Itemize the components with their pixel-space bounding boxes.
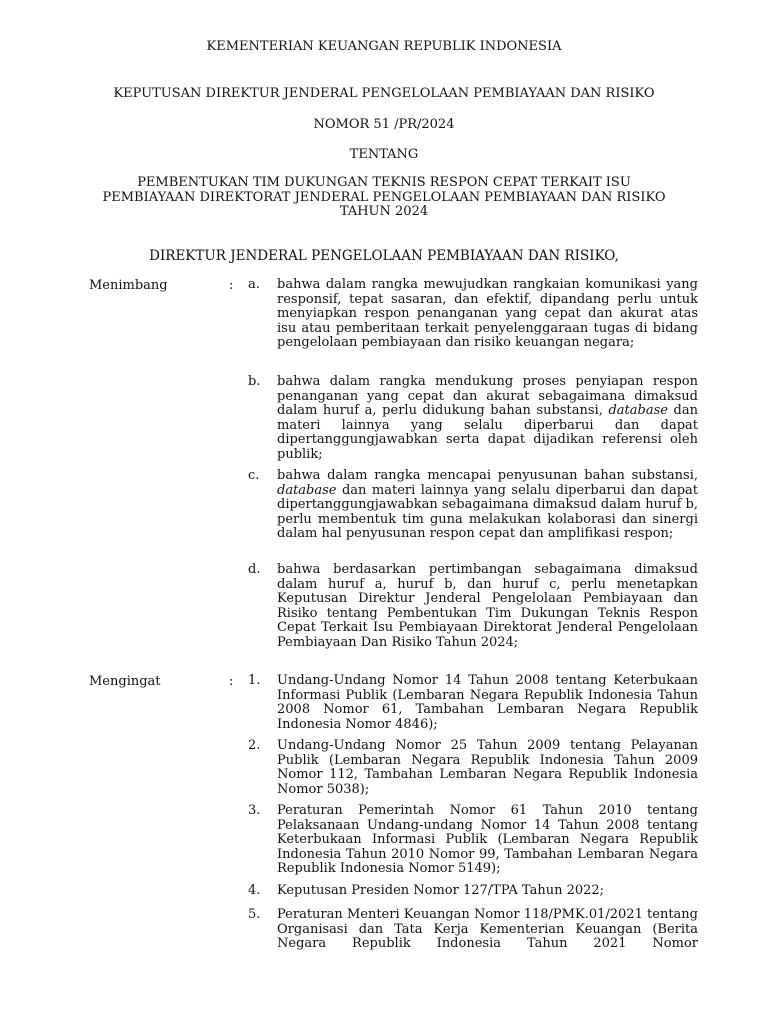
- subject-line-1: PEMBENTUKAN TIM DUKUNGAN TEKNIS RESPON CEPAT TERKAIT ISU: [137, 175, 631, 190]
- menimbang-label: Menimbang: [89, 278, 168, 293]
- mengingat-label: Mengingat: [89, 674, 161, 689]
- item-text: bahwa berdasarkan pertimbangan sebagaimana dimaksud dalam huruf a, huruf b, dan huruf c, perlu menetapkan Keputusan Direktur Jenderal Pengelolaan Pembiayaan dan Risiko tentang Pembentukan Tim Dukungan Teknis Respon Cepat Terkait Isu Pembiayaan Direktorat Jenderal Pengelolaan Pembiayaan Dan Risiko Tahun 2024;: [277, 562, 698, 650]
- italic-term: database: [608, 403, 668, 419]
- item-text-part: bahwa dalam rangka mencapai penyusunan bahan substansi,: [277, 468, 698, 483]
- item-text-part: dan materi lainnya yang selalu diperbarui dan dapat dipertanggungjawabkan sebagaimana dimaksud dalam huruf b, perlu membentuk tim guna melakukan kolaborasi dan sinergi dalam hal penyusunan respon cepat dan amplifikasi respon;: [277, 482, 698, 542]
- mengingat-item-5: [248, 908, 698, 952]
- decree-title: KEPUTUSAN DIREKTUR JENDERAL PENGELOLAAN PEMBIAYAAN DAN RISIKO: [113, 86, 655, 101]
- item-marker: 1.: [248, 673, 261, 688]
- menimbang-item-c: [248, 469, 698, 542]
- item-text: Keputusan Presiden Nomor 127/TPA Tahun 2022;: [277, 883, 605, 898]
- menimbang-item-d: [248, 563, 698, 651]
- mengingat-item-2: [248, 739, 698, 797]
- item-marker: 5.: [248, 907, 261, 922]
- italic-term: database: [277, 482, 337, 498]
- item-text: bahwa dalam rangka mewujudkan rangkaian komunikasi yang responsif, tepat sasaran, dan efektif, dipandang perlu untuk menyiapkan respon penanganan yang cepat dan akurat atas isu atau pemberitaan terkait penyelenggaraan tugas di bidang pengelolaan pembiayaan dan risiko keuangan negara;: [277, 277, 698, 351]
- menimbang-item-b: [248, 375, 698, 463]
- item-text-part: bahwa dalam rangka mendukung proses penyiapan respon penanganan yang cepat dan akurat sebagaimana dimaksud dalam huruf a, perlu didukung bahan substansi,: [277, 374, 698, 419]
- mengingat-item-4: [248, 884, 698, 899]
- mengingat-item-3: [248, 804, 698, 877]
- item-text: Peraturan Pemerintah Nomor 61 Tahun 2010 tentang Pelaksanaan Undang-undang Nomor 14 Tahun 2008 tentang Keterbukaan Informasi Publik (Lembaran Negara Republik Indonesia Tahun 2010 Nomor 99, Tambahan Lembaran Negara Republik Indonesia Nomor 5149);: [277, 803, 698, 877]
- item-marker: c.: [248, 468, 260, 483]
- item-text: [277, 469, 698, 542]
- item-marker: d.: [248, 562, 261, 577]
- item-marker: 3.: [248, 803, 261, 818]
- item-text: Peraturan Menteri Keuangan Nomor 118/PMK.01/2021 tentang Organisasi dan Tata Kerja Kementerian Keuangan (Berita Negara Republik Indonesia Tahun 2021 Nomor: [277, 907, 698, 952]
- item-marker: 4.: [248, 883, 261, 898]
- mengingat-colon: :: [229, 674, 234, 689]
- item-marker: a.: [248, 277, 260, 292]
- menimbang-item-a: [248, 278, 698, 351]
- item-text-part: dan materi lainnya yang selalu diperbarui dan dapat dipertanggungjawabkan serta dapat dijadikan referensi oleh publik;: [277, 403, 698, 462]
- item-text: [277, 375, 698, 463]
- ministry-heading: KEMENTERIAN KEUANGAN REPUBLIK INDONESIA: [206, 39, 562, 54]
- item-marker: b.: [248, 374, 261, 389]
- item-marker: 2.: [248, 738, 261, 753]
- issuer-heading: DIREKTUR JENDERAL PENGELOLAAN PEMBIAYAAN DAN RISIKO,: [149, 248, 619, 264]
- item-text: Undang-Undang Nomor 14 Tahun 2008 tentang Keterbukaan Informasi Publik (Lembaran Negara Republik Indonesia Tahun 2008 Nomor 61, Tambahan Lembaran Negara Republik Indonesia Nomor 4846);: [277, 673, 698, 732]
- decree-number: NOMOR 51 /PR/2024: [313, 117, 455, 132]
- menimbang-colon: :: [229, 278, 234, 293]
- item-text: Undang-Undang Nomor 25 Tahun 2009 tentang Pelayanan Publik (Lembaran Negara Republik Indonesia Tahun 2009 Nomor 112, Tambahan Lembaran Negara Republik Indonesia Nomor 5038);: [277, 738, 698, 797]
- subject-line-2: PEMBIAYAAN DIREKTORAT JENDERAL PENGELOLAAN PEMBIAYAAN DAN RISIKO: [102, 190, 666, 205]
- tentang-heading: TENTANG: [349, 147, 419, 162]
- subject-line-3: TAHUN 2024: [339, 204, 429, 219]
- mengingat-item-1: [248, 674, 698, 732]
